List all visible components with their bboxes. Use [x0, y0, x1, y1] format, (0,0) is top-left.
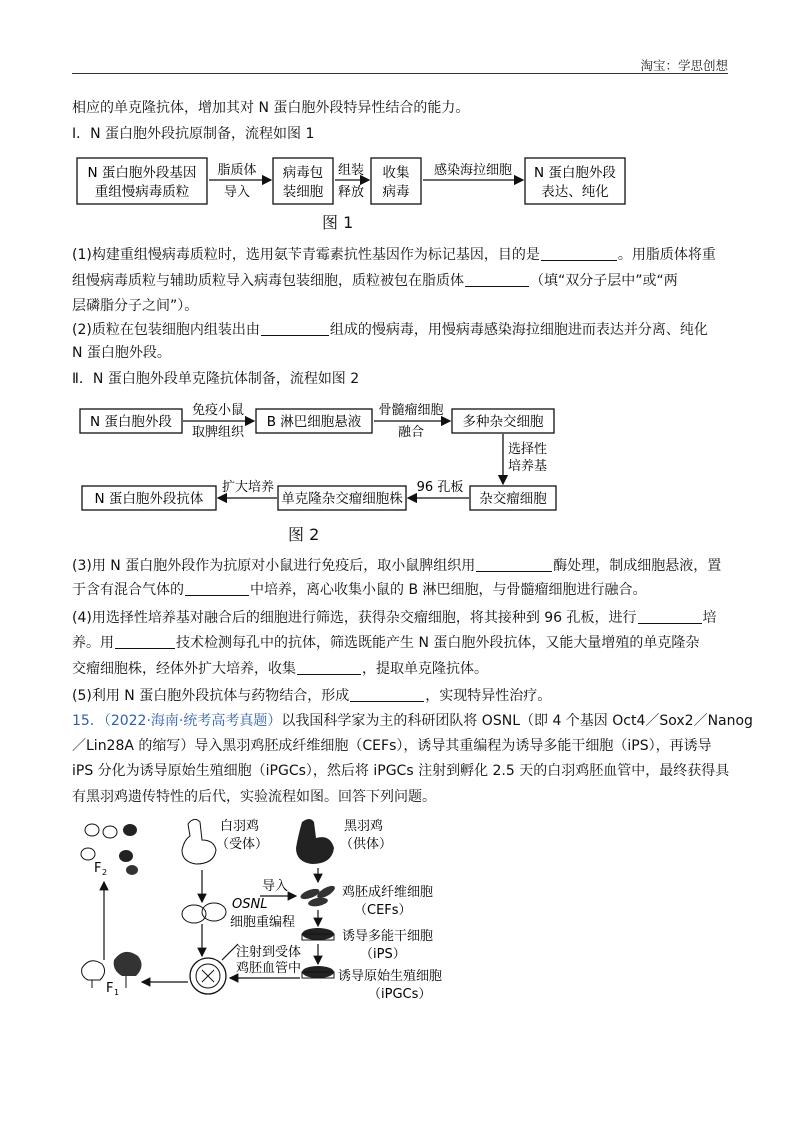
fig2-arrow5-label: 扩大培养	[221, 480, 275, 495]
f2-chicks-icon	[81, 824, 138, 875]
fig1-arrow1-top: 脂质体	[217, 163, 257, 178]
fig1-arrow1-bottom: 导入	[223, 185, 251, 200]
f1-subscript: 1	[114, 988, 120, 997]
fig1-arrow3-top: 感染海拉细胞	[433, 163, 513, 178]
question-2-line-1: (2)质粒在包装细胞内组装出由 组成的慢病毒，用慢病毒感染海拉细胞进而表达并分离、纯化	[72, 322, 708, 338]
question-15-line-3: iPS 分化为诱导原始生殖细胞（iPGCs），然后将 iPGCs 注射到孵化 2.5 天的白羽鸡胚血管中，最终获得具	[72, 763, 730, 779]
fig1-arrow2-top: 组装	[337, 163, 365, 178]
question-1-line-1: (1)构建重组慢病毒质粒时，选用氨苄青霉素抗性基因作为标记基因，目的是 。用脂质体将重	[72, 247, 716, 263]
question-3-line-1: (3)用 N 蛋白胞外段作为抗原对小鼠进行免疫后，取小鼠脾组织用 酶处理，制成细胞悬液，置	[72, 558, 722, 574]
f1-label: F	[106, 981, 114, 996]
figure-2-flowchart	[78, 398, 578, 520]
fig1-box3-line2: 病毒	[382, 184, 410, 200]
fig2-arrow2-bottom: 融合	[397, 425, 425, 440]
fig1-box3-line1: 收集	[382, 165, 410, 181]
white-chicken-icon	[182, 819, 216, 864]
figure-1-flowchart	[75, 152, 635, 234]
fig2-arrow3-line1: 选择性	[508, 442, 548, 457]
answer-blank[interactable]	[115, 634, 175, 649]
reprogramming-label: 细胞重编程	[230, 915, 296, 930]
question-4-line-2: 养。用 技术检测每孔中的抗体，筛选既能产生 N 蛋白胞外段抗体，又能大量增殖的单克隆杂	[72, 635, 700, 651]
fig1-box2-line2: 装细胞	[282, 184, 324, 200]
question-4-line-1: (4)用选择性培养基对融合后的细胞进行筛选，获得杂交瘤细胞，将其接种到 96 孔板，进行 培	[72, 610, 717, 626]
page-header-source: 淘宝：学思创想	[640, 58, 728, 73]
fig1-box1-line1: N 蛋白胞外段基因	[87, 165, 197, 181]
injection-label-line1: 注射到受体	[236, 945, 302, 960]
white-chicken-role: （受体）	[216, 837, 269, 852]
question-1-line-3: 层磷脂分子之间”）。	[72, 298, 199, 314]
fig2-arrow2-top: 骨髓瘤细胞	[378, 403, 444, 418]
answer-blank[interactable]	[297, 660, 361, 675]
fig2-box1-label: N 蛋白胞外段	[90, 414, 172, 430]
question-15-line-2: ／Lin28A 的缩写）导入黑羽鸡胚成纤维细胞（CEFs），诱导其重编程为诱导多能干细胞（iPS），再诱导	[72, 738, 712, 754]
answer-blank[interactable]	[638, 609, 702, 624]
fig1-box4-line1: N 蛋白胞外段	[534, 165, 616, 181]
fig2-arrow3-line2: 培养基	[508, 459, 548, 474]
answer-blank[interactable]	[185, 581, 249, 596]
figure-2-caption: 图 2	[288, 525, 320, 544]
question-number: 15．	[72, 713, 104, 729]
f2-label: F	[94, 861, 102, 876]
answer-blank[interactable]	[261, 321, 329, 336]
fig1-box2-line1: 病毒包	[282, 165, 324, 181]
question-source: （2022·海南·统考高考真题）	[103, 713, 282, 729]
fig2-box3-label: 多种杂交细胞	[462, 414, 544, 430]
fig1-arrow2-bottom: 释放	[337, 185, 365, 200]
osnl-label: OSNL	[232, 897, 268, 912]
paragraph-line: 相应的单克隆抗体，增加其对 N 蛋白胞外段特异性结合的能力。	[72, 100, 470, 116]
ips-label: 诱导多能干细胞	[342, 929, 434, 944]
ipgcs-dish-icon	[302, 966, 334, 978]
question-1-line-2: 组慢病毒质粒与辅助质粒导入病毒包装细胞，质粒被包在脂质体 （填“双分子层中”或“两	[72, 273, 678, 289]
fig1-box1-line2: 重组慢病毒质粒	[94, 184, 190, 200]
fig2-box5-label: 单克隆杂交瘤细胞株	[281, 491, 403, 507]
fig2-arrow1-top: 免疫小鼠	[191, 403, 245, 418]
black-chicken-label: 黑羽鸡	[344, 819, 384, 834]
fig1-box4-line2: 表达、纯化	[541, 184, 609, 200]
fig2-box6-label: N 蛋白胞外段抗体	[94, 491, 204, 507]
fig2-arrow4-label: 96 孔板	[416, 480, 464, 495]
eggs-icon	[182, 903, 226, 923]
ips-dish-icon	[302, 928, 334, 940]
question-4-line-3: 交瘤细胞株，经体外扩大培养，收集 ，提取单克隆抗体。	[72, 661, 488, 677]
white-chicken-label: 白羽鸡	[220, 819, 260, 834]
cefs-label: 鸡胚成纤维细胞	[342, 885, 434, 900]
ips-abbrev: （iPS）	[360, 947, 406, 962]
ipgcs-label: 诱导原始生殖细胞	[338, 969, 443, 984]
answer-blank[interactable]	[476, 557, 552, 572]
question-15-line-1: 15．（2022·海南·统考高考真题）以我国科学家为主的科研团队将 OSNL（即 4 个基因 Oct4／Sox2／Nanog	[72, 713, 753, 729]
header-rule	[72, 73, 728, 74]
fig2-box2-label: B 淋巴细胞悬液	[266, 414, 362, 430]
section-ii-heading: Ⅱ．N 蛋白胞外段单克隆抗体制备，流程如图 2	[72, 371, 360, 387]
figure-1-caption: 图 1	[322, 213, 354, 232]
fig2-arrow1-bottom: 取脾组织	[191, 425, 245, 440]
question-2-line-2: N 蛋白胞外段。	[72, 345, 171, 361]
section-i-heading: Ⅰ．N 蛋白胞外段抗原制备，流程如图 1	[72, 126, 315, 142]
black-chicken-icon	[296, 819, 334, 864]
question-3-line-2: 于含有混合气体的 中培养，离心收集小鼠的 B 淋巴细胞，与骨髓瘤细胞进行融合。	[72, 582, 647, 598]
f2-subscript: 2	[102, 868, 108, 877]
question-15-line-4: 有黑羽鸡遗传特性的后代，实验流程如图。回答下列问题。	[72, 789, 436, 805]
answer-blank[interactable]	[350, 687, 424, 702]
question-5-line: (5)利用 N 蛋白胞外段抗体与药物结合，形成 ，实现特异性治疗。	[72, 688, 552, 704]
injection-label-line2: 鸡胚血管中	[236, 961, 302, 976]
cefs-cells-icon	[299, 884, 336, 908]
answer-blank[interactable]	[541, 246, 617, 261]
ipgcs-abbrev: （iPGCs）	[368, 987, 432, 1002]
figure-3-experiment-diagram	[70, 810, 470, 1015]
embryo-dish-icon	[190, 944, 238, 994]
import-label: 导入	[262, 879, 289, 894]
fig2-box4-label: 杂交瘤细胞	[479, 491, 547, 507]
cefs-abbrev: （CEFs）	[354, 903, 412, 918]
black-chicken-role: （供体）	[340, 837, 393, 852]
answer-blank[interactable]	[465, 272, 529, 287]
